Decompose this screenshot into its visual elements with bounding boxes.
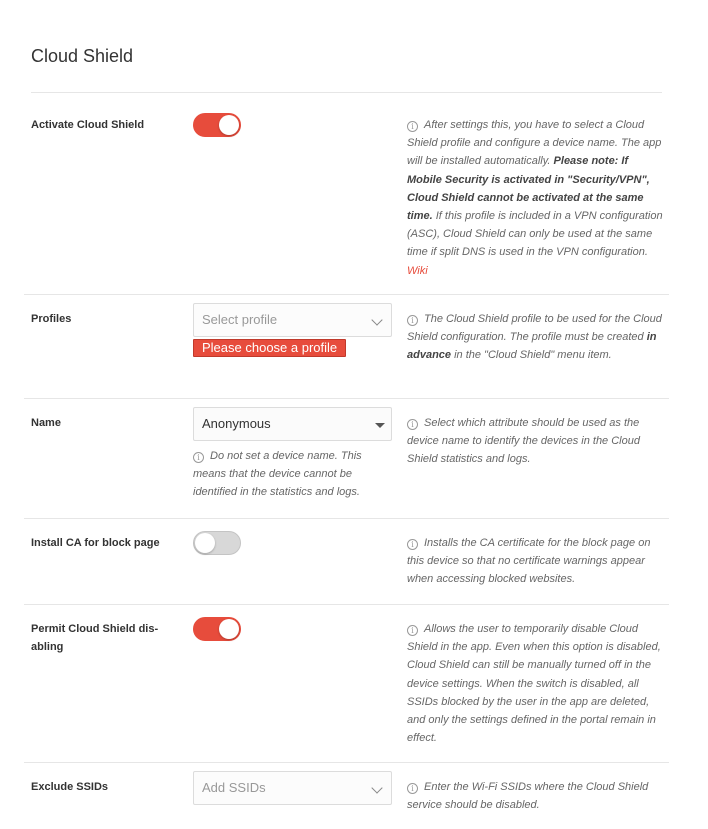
info-circle-icon: i (407, 539, 418, 550)
row-install-ca (24, 519, 669, 605)
exclude-ssids-label: Exclude SSIDs (31, 781, 109, 793)
row-permit-disabling (24, 605, 669, 763)
row-exclude-ssids (24, 763, 669, 829)
profile-error-message: Please choose a profile (193, 339, 346, 357)
exclude-ssids-select[interactable] (193, 771, 392, 805)
info-circle-icon: i (407, 419, 418, 430)
help-text: Select which attribute should be used as the device name to identify the devices in the Cloud Shield statistics and logs. (407, 417, 640, 466)
info-circle-icon: i (193, 452, 204, 463)
help-bold-note: in advance (407, 331, 657, 362)
name-label: Name (31, 417, 61, 429)
toggle-knob (219, 619, 239, 639)
toggle-knob (219, 115, 239, 135)
help-text: The Cloud Shield profile to be used for the Cloud Shield configuration. The profile must be created (407, 313, 662, 344)
permit-disabling-toggle[interactable] (193, 617, 241, 641)
install-ca-label: Install CA for block page (31, 537, 160, 549)
name-attribute-select[interactable] (193, 407, 392, 441)
help-text: Installs the CA certificate for the block page on this device so that no certificate warnings appear when accessing blocked websites. (407, 537, 651, 586)
chevron-down-icon (371, 782, 382, 793)
exclude-ssids-help (407, 778, 663, 814)
help-bold-note: Please note: If Mobile Security is activated in "Security/VPN", Cloud Shield cannot be activated at the same time. (407, 155, 650, 223)
profiles-help (407, 310, 663, 365)
name-attribute-value: Anonymous (202, 416, 271, 431)
profile-select[interactable] (193, 303, 392, 337)
toggle-knob (195, 533, 215, 553)
page-title: Cloud Shield (31, 46, 134, 66)
row-activate-cloud-shield (24, 93, 669, 295)
caret-down-icon (375, 423, 385, 428)
exclude-ssids-placeholder: Add SSIDs (202, 780, 266, 795)
permit-disabling-help (407, 620, 663, 747)
info-circle-icon: i (407, 121, 418, 132)
info-circle-icon: i (407, 315, 418, 326)
activate-cloud-shield-label: Activate Cloud Shield (31, 119, 145, 131)
help-text: Allows the user to temporarily disable Cloud Shield in the app. Even when this option is disabled, Cloud Shield can still be manually turned off in the device settings. When the switch is disabled, all SSIDs blocked by the user in the app are deleted, and only the settings defined in the portal remain in effect. (407, 623, 661, 745)
help-text-continued: in the "Cloud Shield" menu item. (454, 349, 612, 362)
help-text: Enter the Wi-Fi SSIDs where the Cloud Shield service should be disabled. (407, 781, 649, 812)
row-profiles (24, 295, 669, 399)
chevron-down-icon (371, 314, 382, 325)
install-ca-toggle[interactable] (193, 531, 241, 555)
profiles-label: Profiles (31, 313, 72, 325)
info-circle-icon: i (407, 625, 418, 636)
activate-cloud-shield-toggle[interactable] (193, 113, 241, 137)
info-circle-icon: i (407, 783, 418, 794)
permit-disabling-label: Permit Cloud Shield dis-abling (31, 623, 159, 653)
help-text-continued: If this profile is included in a VPN configuration (ASC), Cloud Shield can only be used at the same time if split DNS is used in the VPN configuration. (407, 210, 663, 259)
name-option-help-text: Do not set a device name. This means that the device cannot be identified in the statistics and logs. (193, 450, 362, 499)
wiki-link[interactable]: Wiki (407, 264, 428, 277)
activate-cloud-shield-help (407, 116, 663, 280)
name-help (407, 414, 663, 469)
install-ca-help (407, 534, 663, 589)
help-text: After settings this, you have to select a Cloud Shield profile and configure a device name. The app will be installed automatically. (407, 119, 662, 168)
row-name (24, 399, 669, 519)
profile-select-placeholder: Select profile (202, 312, 278, 327)
name-option-help (193, 447, 383, 502)
